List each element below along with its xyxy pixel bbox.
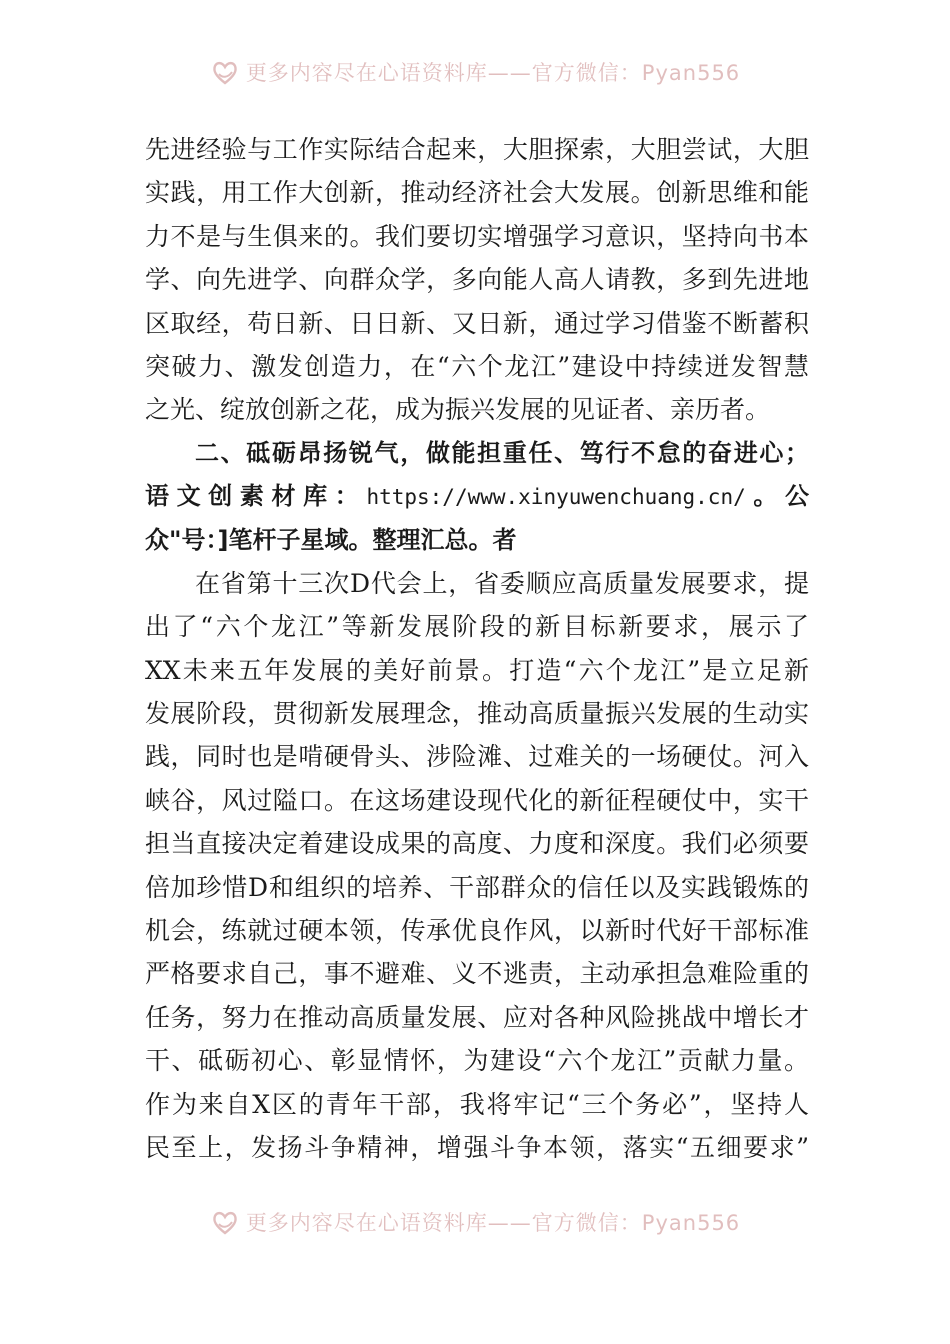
document-body [145, 128, 809, 1169]
heading-line-source [145, 475, 809, 518]
watermark-text: 更多内容尽在心语资料库——官方微信：Pyan556 [245, 61, 741, 85]
watermark-text: 更多内容尽在心语资料库——官方微信：Pyan556 [245, 1211, 741, 1235]
text-line: 先进经验与工作实际结合起来，大胆探索，大胆尝试，大胆 [145, 135, 809, 164]
text-line: 任务，努力在推动高质量发展、应对各种风险挑战中增长才 [145, 1002, 809, 1032]
text-line: 突破力、激发创造力，在“六个龙江”建设中持续迸发智慧 [145, 351, 809, 381]
text-line: 担当直接决定着建设成果的高度、力度和深度。我们必须要 [145, 829, 809, 859]
header-watermark [0, 52, 950, 92]
section-heading [145, 432, 809, 562]
text-line: 峡谷，风过隘口。在这场建设现代化的新征程硬仗中，实干 [145, 785, 809, 815]
text-line: 践，同时也是啃硬骨头、涉险滩、过难关的一场硬仗。河入 [145, 742, 809, 772]
paragraph-2 [145, 562, 809, 1169]
paragraph-1 [145, 128, 809, 432]
source-suffix: 。公 [745, 482, 809, 511]
heart-logo-icon [210, 1207, 240, 1237]
text-line: 发展阶段，贯彻新发展理念，推动高质量振兴发展的生动实 [145, 699, 809, 729]
text-line: 机会，练就过硬本领，传承优良作风，以新时代好干部标准 [145, 916, 809, 946]
heading-line: 二、砥砺昂扬锐气，做能担重任、笃行不怠的奋进心； [195, 438, 809, 467]
text-line: 倍加珍惜D和组织的培养、干部群众的信任以及实践锻炼的 [145, 872, 809, 902]
source-url: https://www.xinyuwenchuang.cn/ [366, 485, 746, 510]
text-line: XX未来五年发展的美好前景。打造“六个龙江”是立足新 [145, 655, 809, 685]
text-line: 出了“六个龙江”等新发展阶段的新目标新要求，展示了 [145, 612, 809, 642]
heart-logo-icon [210, 57, 240, 87]
heading-line: 众"号：]笔杆子星域。整理汇总。者 [145, 525, 517, 554]
source-label: 语文创素材库： [145, 482, 367, 511]
text-line: 之光、绽放创新之花，成为振兴发展的见证者、亲历者。 [145, 395, 771, 425]
text-line: 作为来自X区的青年干部，我将牢记“三个务必”，坚持人 [145, 1089, 809, 1119]
text-line: 民至上，发扬斗争精神，增强斗争本领，落实“五细要求” [145, 1132, 809, 1162]
text-line: 严格要求自己，事不避难、义不逃责，主动承担急难险重的 [145, 959, 809, 989]
text-line: 实践，用工作大创新，推动经济社会大发展。创新思维和能 [145, 178, 809, 208]
text-line: 干、砥砺初心、彰显情怀，为建设“六个龙江”贡献力量。 [145, 1046, 809, 1076]
text-line: 力不是与生俱来的。我们要切实增强学习意识，坚持向书本 [145, 221, 809, 251]
text-line: 在省第十三次D代会上，省委顺应高质量发展要求，提 [195, 568, 809, 598]
footer-watermark [0, 1202, 950, 1242]
text-line: 学、向先进学、向群众学，多向能人高人请教，多到先进地 [145, 265, 809, 295]
text-line: 区取经，苟日新、日日新、又日新，通过学习借鉴不断蓄积 [145, 308, 809, 338]
